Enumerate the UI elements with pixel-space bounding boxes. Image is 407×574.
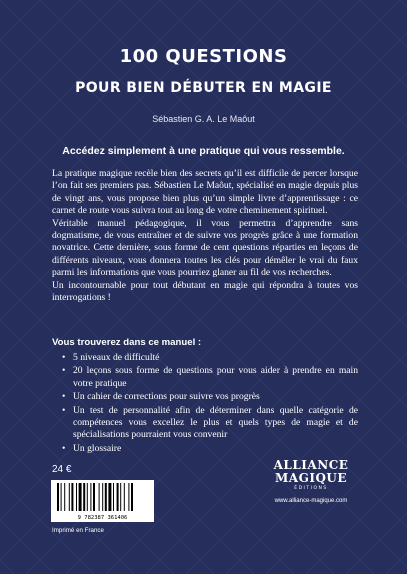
author-name: Sébastien G. A. Le Maôut: [152, 114, 255, 124]
book-title: 100 QUESTIONS: [119, 46, 288, 67]
list-item: • Un test de personnalité afin de déterminer dans quelle catégorie de compétences vous excellez le plus et quels types de magie et de spécialisations pourraient vous convenir: [62, 404, 358, 441]
bullet-icon: •: [62, 352, 66, 363]
bullet-icon: •: [62, 365, 66, 377]
feature-list: [62, 352, 358, 456]
publisher-logo-line2: MAGIQUE: [274, 471, 348, 485]
barcode-icon: [55, 483, 150, 513]
list-heading: Vous trouverez dans ce manuel :: [52, 337, 202, 348]
bullet-icon: •: [62, 391, 66, 403]
paragraph: Véritable manuel pédagogique, il vous permettra d’apprendre sans dogmatisme, de vous entraîner et de suivre vos progrès grâce à une formation novatrice. Cette dernière, sous forme de cent questions réparties en leçons de différents niveaux, vous donnera toutes les clés pour démêler le vrai du faux parmi les informations que vous pourriez glaner au fil de vos recherches.: [52, 217, 358, 279]
isbn-number: 9 782387 361406: [77, 515, 128, 521]
printed-in: Imprimé en France: [52, 527, 104, 534]
paragraph: La pratique magique recèle bien des secrets qu’il est difficile de percer lorsque l’on fait ses premiers pas. Sébastien Le Maôut, spécialisé en magie depuis plus de vingt ans, vous propose bien plus qu’un simple livre d’apprentissage : ce carnet de route vous suivra tout au long de votre cheminement spirituel.: [52, 168, 358, 217]
publisher-logo-line1: ALLIANCE: [273, 458, 349, 472]
list-item: • 20 leçons sous forme de questions pour vous aider à prendre en main votre pratique: [62, 365, 358, 389]
list-item: • 5 niveaux de difficulté: [62, 352, 160, 363]
list-item: • Un cahier de corrections pour suivre vos progrès: [62, 391, 260, 403]
publisher-logo-line3: ÉDITIONS: [294, 486, 328, 491]
book-subtitle: POUR BIEN DÉBUTER EN MAGIE: [75, 80, 332, 96]
price: 24 €: [52, 464, 72, 475]
tagline: Accédez simplement à une pratique qui vous ressemble.: [62, 145, 345, 157]
list-item: • Un glossaire: [62, 442, 122, 454]
description: [52, 168, 358, 304]
paragraph: Un incontournable pour tout débutant en magie qui répondra à toutes vos interrogations !: [52, 279, 358, 304]
publisher-website: www.alliance-magique.com: [274, 498, 348, 504]
barcode: [51, 480, 154, 522]
bullet-icon: •: [62, 404, 66, 416]
bullet-icon: •: [62, 442, 66, 454]
